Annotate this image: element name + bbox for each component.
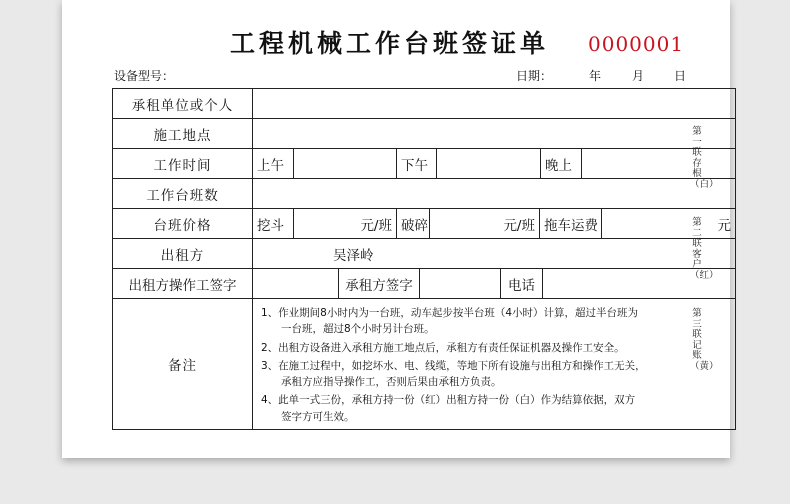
- transport-price-input[interactable]: [602, 209, 735, 238]
- lessor-label: 出租方: [160, 247, 205, 264]
- break-unit-label: 元/班: [503, 217, 535, 234]
- row-shift-count: [113, 179, 735, 209]
- shift-count-label: 工作台班数: [146, 187, 219, 204]
- price-label: 台班价格: [153, 217, 212, 234]
- lessee-label: 承租单位或个人: [131, 97, 234, 114]
- operator-sign-label: 出租方操作工签字: [128, 277, 237, 294]
- dig-price-input[interactable]: [294, 209, 397, 238]
- site-input[interactable]: [253, 119, 735, 148]
- lessee-sign-label: 承租方签字: [339, 269, 420, 298]
- row-remarks: [113, 299, 735, 429]
- equipment-model-label: 设备型号：: [114, 69, 175, 83]
- afternoon-label: 下午: [397, 149, 437, 178]
- break-price-input[interactable]: [430, 209, 540, 238]
- lessee-sign-input[interactable]: [420, 269, 501, 298]
- work-time-label: 工作时间: [153, 157, 212, 174]
- break-label: 破碎: [397, 209, 430, 238]
- site-label-cell: [113, 119, 253, 148]
- morning-label: 上午: [253, 149, 294, 178]
- operator-sign-label-cell: [113, 269, 253, 298]
- side-label-copy-3: 第三联记账（黄）: [690, 308, 719, 372]
- note-item: 4、此单一式三份，承租方持一份（红）出租方持一份（白）作为结算依据，双方 签字方可生效。: [261, 394, 636, 423]
- month-label: 月: [632, 69, 645, 83]
- afternoon-input[interactable]: [437, 149, 541, 178]
- work-time-label-cell: [113, 149, 253, 178]
- row-work-time: [113, 149, 735, 179]
- row-site: [113, 119, 735, 149]
- lessee-input[interactable]: [253, 89, 735, 118]
- phone-label: 电话: [501, 269, 543, 298]
- form-title: 工程机械工作台班签证单: [230, 29, 550, 58]
- row-signatures: [113, 269, 735, 299]
- price-label-cell: [113, 209, 253, 238]
- side-label-copy-1: 第一联存根（白）: [690, 126, 719, 190]
- operator-sign-input[interactable]: [253, 269, 339, 298]
- shift-count-input[interactable]: [253, 179, 735, 208]
- evening-label: 晚上: [541, 149, 582, 178]
- form-table: [112, 88, 736, 430]
- note-item: 2、出租方设备进入承租方施工地点后，承租方有责任保证机器及操作工安全。: [261, 341, 625, 354]
- day-label: 日: [674, 69, 687, 83]
- remarks-label: 备注: [168, 358, 197, 374]
- lessor-label-cell: [113, 239, 253, 268]
- row-lessee: [113, 89, 735, 119]
- remarks-label-cell: [113, 299, 253, 429]
- date-label: 日期：: [516, 69, 553, 83]
- morning-input[interactable]: [294, 149, 397, 178]
- transport-label: 拖车运费: [540, 209, 602, 238]
- remarks-notes: [253, 299, 735, 429]
- note-item: 3、在施工过程中，如挖坏水、电、线缆，等地下所有设施与出租方和操作工无关， 承租方应指导操作工，否则后果由承租方负责。: [261, 359, 646, 389]
- form-sheet: [62, 0, 730, 458]
- evening-input[interactable]: [582, 149, 735, 178]
- lessee-label-cell: [113, 89, 253, 118]
- shift-count-label-cell: [113, 179, 253, 208]
- note-item: 1、作业期间8小时内为一台班，动车起步按半台班（4小时）计算，超过半台班为 一台班，超过8个小时另计台班。: [261, 307, 639, 336]
- dig-label: 挖斗: [253, 209, 294, 238]
- serial-number: 0000001: [588, 32, 685, 56]
- row-lessor: [113, 239, 735, 269]
- side-label-copy-2: 第二联客户（红）: [690, 217, 719, 281]
- row-price: [113, 209, 735, 239]
- lessor-input[interactable]: [253, 239, 735, 268]
- year-label: 年: [589, 69, 602, 83]
- dig-unit-label: 元/班: [360, 217, 392, 234]
- transport-unit-label: 元: [717, 217, 731, 234]
- lessor-value: 吴泽岭: [333, 247, 374, 264]
- site-label: 施工地点: [153, 127, 212, 144]
